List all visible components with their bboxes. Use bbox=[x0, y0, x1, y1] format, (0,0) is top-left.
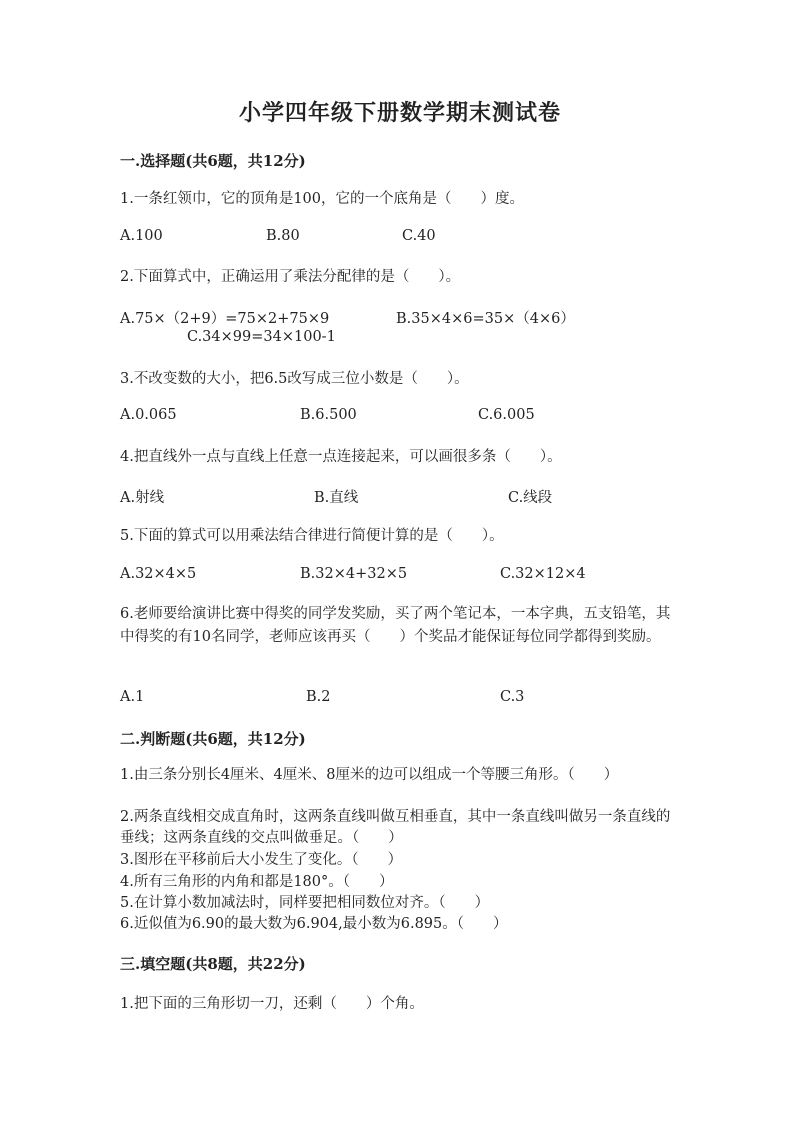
choice-1-option-b: B.80 bbox=[266, 228, 300, 244]
choice-4-option-a: A.射线 bbox=[120, 490, 165, 506]
choice-question-6: 6.老师要给演讲比赛中得奖的同学发奖励，买了两个笔记本，一本字典，五支铅笔，其中得奖的有10名同学，老师应该再买（ ）个奖品才能保证每位同学都得到奖励。 bbox=[120, 606, 671, 645]
choice-2-option-c: C.34×99=34×100-1 bbox=[187, 329, 336, 345]
choice-3-option-c: C.6.005 bbox=[478, 407, 535, 423]
choice-question-4: 4.把直线外一点与直线上任意一点连接起来，可以画很多条（ ）。 bbox=[120, 449, 562, 465]
judge-question-2: 2.两条直线相交成直角时，这两条直线叫做互相垂直，其中一条直线叫做另一条直线的垂线；这两条直线的交点叫做垂足。（ ） bbox=[120, 809, 671, 846]
judge-question-5: 5.在计算小数加减法时，同样要把相同数位对齐。（ ） bbox=[120, 895, 490, 911]
choice-2-option-a: A.75×（2+9）=75×2+75×9 bbox=[120, 311, 330, 327]
choice-3-option-b: B.6.500 bbox=[300, 407, 357, 423]
choice-2-option-b: B.35×4×6=35×（4×6） bbox=[396, 311, 575, 327]
choice-6-option-b: B.2 bbox=[306, 689, 331, 705]
choice-1-option-c: C.40 bbox=[402, 228, 436, 244]
judge-question-6: 6.近似值为6.90的最大数为6.904,最小数为6.895。（ ） bbox=[120, 916, 508, 932]
section-heading-judge: 二.判断题(共6题，共12分) bbox=[120, 730, 306, 748]
choice-5-option-a: A.32×4×5 bbox=[120, 566, 197, 582]
page-title: 小学四年级下册数学期末测试卷 bbox=[238, 100, 561, 126]
choice-question-2: 2.下面算式中，正确运用了乘法分配律的是（ ）。 bbox=[120, 269, 461, 285]
judge-question-4: 4.所有三角形的内角和都是180°。（ ） bbox=[120, 874, 394, 890]
choice-4-option-c: C.线段 bbox=[508, 490, 553, 506]
choice-6-option-c: C.3 bbox=[500, 689, 525, 705]
section-heading-choice: 一.选择题(共6题，共12分) bbox=[120, 152, 306, 170]
choice-6-option-a: A.1 bbox=[120, 689, 145, 705]
choice-4-option-b: B.直线 bbox=[314, 490, 359, 506]
judge-question-3: 3.图形在平移前后大小发生了变化。（ ） bbox=[120, 852, 403, 868]
choice-question-3: 3.不改变数的大小，把6.5改写成三位小数是（ ）。 bbox=[120, 371, 469, 387]
choice-5-option-c: C.32×12×4 bbox=[500, 566, 586, 582]
fill-question-1: 1.把下面的三角形切一刀，还剩（ ）个角。 bbox=[120, 996, 424, 1012]
choice-3-option-a: A.0.065 bbox=[120, 407, 177, 423]
choice-1-option-a: A.100 bbox=[120, 228, 163, 244]
choice-question-1: 1.一条红领巾，它的顶角是100，它的一个底角是（ ）度。 bbox=[120, 191, 525, 207]
choice-question-5: 5.下面的算式可以用乘法结合律进行简便计算的是（ ）。 bbox=[120, 528, 504, 544]
judge-question-1: 1.由三条分别长4厘米、4厘米、8厘米的边可以组成一个等腰三角形。（ ） bbox=[120, 767, 619, 783]
choice-5-option-b: B.32×4+32×5 bbox=[300, 566, 408, 582]
section-heading-fill: 三.填空题(共8题，共22分) bbox=[120, 955, 306, 973]
